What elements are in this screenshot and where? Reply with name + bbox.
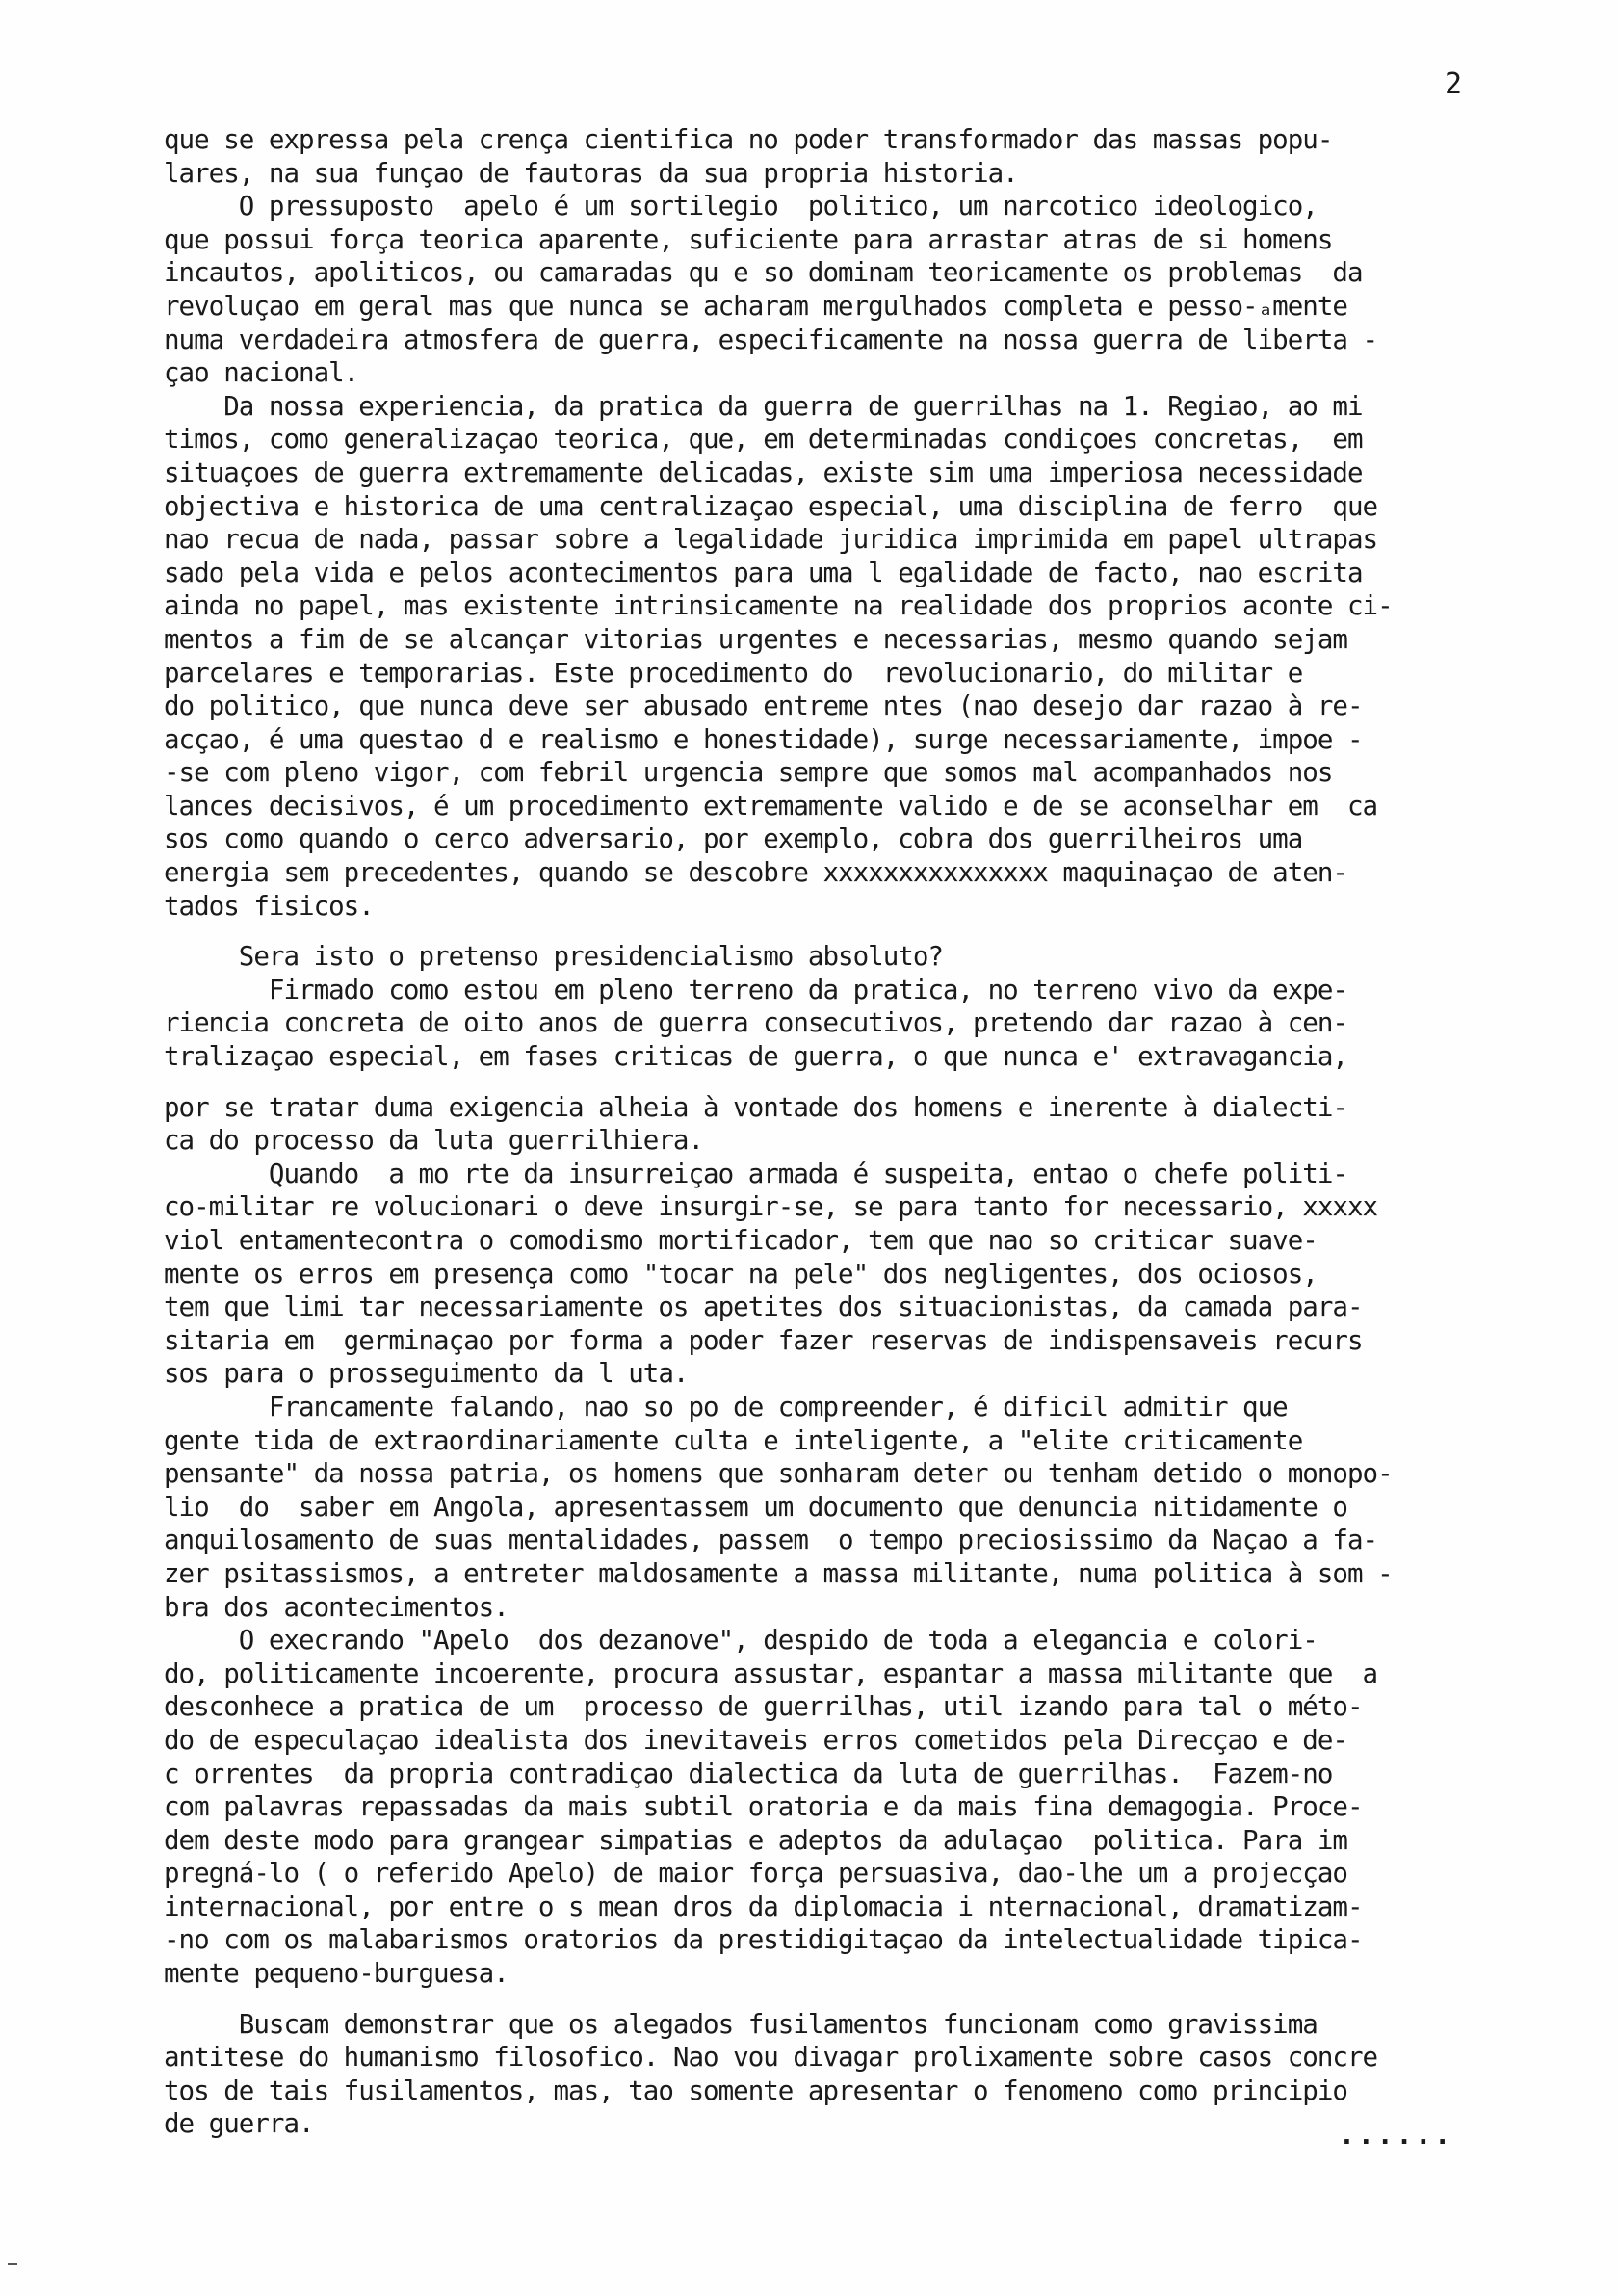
text-line: riencia concreta de oito anos de guerra consecutivos, pretendo dar razao à cen- — [164, 1007, 1347, 1039]
text-line: Da nossa experiencia, da pratica da guerra de guerrilhas na 1. Regiao, ao mi — [164, 390, 1363, 422]
text-line: nao recua de nada, passar sobre a legalidade juridica imprimida em papel ultrapas — [164, 524, 1378, 556]
text-line: por se tratar duma exigencia alheia à vontade dos homens e inerente à dialecti- — [164, 1091, 1347, 1123]
text-line: Firmado como estou em pleno terreno da pratica, no terreno vivo da expe- — [164, 974, 1347, 1005]
text-line: do, politicamente incoerente, procura assustar, espantar a massa militante que a — [164, 1657, 1378, 1689]
text-line: tralizaçao especial, em fases criticas de guerra, o que nunca e' extravagancia, — [164, 1041, 1347, 1073]
text-line: de guerra. — [164, 2108, 314, 2140]
text-line: lances decisivos, é um procedimento extremamente valido e de se aconselhar em ca — [164, 790, 1378, 822]
text-line: c orrentes da propria contradiçao dialectica da luta de guerrilhas. Fazem-no — [164, 1758, 1333, 1789]
text-line: ainda no papel, mas existente intrinsicamente na realidade dos proprios aconte ci- — [164, 590, 1393, 622]
text-line: zer psitassismos, a entreter maldosamente a massa militante, numa politica à som - — [164, 1557, 1393, 1589]
text-line: sado pela vida e pelos acontecimentos para uma l egalidade de facto, nao escrita — [164, 557, 1363, 588]
scan-edge-mark — [8, 2263, 17, 2265]
text-line: pregná-lo ( o referido Apelo) de maior força persuasiva, dao-lhe um a projecçao — [164, 1858, 1347, 1890]
text-line: -no com os malabarismos oratorios da prestidigitaçao da intelectualidade tipica- — [164, 1924, 1363, 1956]
text-line: viol entamentecontra o comodismo mortificador, tem que nao so criticar suave- — [164, 1225, 1318, 1256]
text-line: Quando a mo rte da insurreiçao armada é suspeita, entao o chefe politi- — [164, 1158, 1347, 1189]
text-line: sitaria em germinaçao por forma a poder fazer reservas de indispensaveis recurs — [164, 1324, 1363, 1356]
text-line: do politico, que nunca deve ser abusado entreme ntes (nao desejo dar razao à re- — [164, 691, 1363, 722]
text-line: pensante" da nossa patria, os homens que sonharam deter ou tenham detido o monopo- — [164, 1458, 1393, 1490]
text-line: anquilosamento de suas mentalidades, passem o tempo preciosissimo da Naçao a fa- — [164, 1525, 1378, 1556]
text-line: bra dos acontecimentos. — [164, 1591, 509, 1623]
text-line: çao nacional. — [164, 357, 359, 389]
text-line: energia sem precedentes, quando se descobre xxxxxxxxxxxxxxx maquinaçao de aten- — [164, 857, 1347, 889]
text-line: antitese do humanismo filosofico. Nao vou divagar prolixamente sobre casos concre — [164, 2042, 1378, 2074]
text-line: internacional, por entre o s mean dros da diplomacia i nternacional, dramatizam- — [164, 1891, 1363, 1922]
text-line: com palavras repassadas da mais subtil oratoria e da mais fina demagogia. Proce- — [164, 1791, 1363, 1823]
text-line: tos de tais fusilamentos, mas, tao somente apresentar o fenomeno como principio — [164, 2074, 1347, 2106]
text-line: Francamente falando, nao so po de compreender, é dificil admitir que — [164, 1391, 1288, 1422]
page-number: 2 — [1445, 67, 1464, 101]
text-line: objectiva e historica de uma centralizaçao especial, uma disciplina de ferro que — [164, 490, 1378, 522]
text-line: O execrando "Apelo dos dezanove", despido de toda a elegancia e colori- — [164, 1625, 1318, 1657]
text-line: mentos a fim de se alcançar vitorias urgentes e necessarias, mesmo quando sejam — [164, 623, 1347, 655]
text-line: acçao, é uma questao d e realismo e honestidade), surge necessariamente, impoe - — [164, 723, 1363, 755]
text-line: Sera isto o pretenso presidencialismo absoluto? — [164, 941, 943, 973]
text-line: O pressuposto apelo é um sortilegio politico, um narcotico ideologico, — [164, 191, 1318, 222]
closing-ellipsis: ...... — [1339, 2119, 1454, 2151]
text-line: situaçoes de guerra extremamente delicadas, existe sim uma imperiosa necessidade — [164, 457, 1363, 488]
text-line: dem deste modo para grangear simpatias e adeptos da adulaçao politica. Para im — [164, 1824, 1347, 1856]
text-line: que possui força teorica aparente, suficiente para arrastar atras de si homens — [164, 223, 1333, 255]
text-line: tados fisicos. — [164, 890, 374, 922]
text-line: do de especulaçao idealista dos inevitaveis erros cometidos pela Direcçao e de- — [164, 1724, 1347, 1756]
typewritten-body — [164, 123, 1551, 2141]
text-line: lares, na sua funçao de fautoras da sua propria historia. — [164, 157, 1018, 189]
text-line: mente os erros em presença como "tocar na pele" dos negligentes, dos ociosos, — [164, 1258, 1318, 1290]
text-line: revoluçao em geral mas que nunca se acharam mergulhados completa e pesso-ₐmente — [164, 290, 1347, 322]
text-line: ca do processo da luta guerrilhiera. — [164, 1125, 704, 1157]
text-line: que se expressa pela crença cientifica no poder transformador das massas popu- — [164, 124, 1333, 155]
text-line: sos para o prosseguimento da l uta. — [164, 1358, 689, 1390]
text-line: parcelares e temporarias. Este procedimento do revolucionario, do militar e — [164, 657, 1303, 689]
text-line: -se com pleno vigor, com febril urgencia sempre que somos mal acompanhados nos — [164, 757, 1333, 789]
text-line: tem que limi tar necessariamente os apetites dos situacionistas, da camada para- — [164, 1292, 1363, 1323]
text-line: gente tida de extraordinariamente culta e inteligente, a "elite criticamente — [164, 1424, 1303, 1456]
text-line: sos como quando o cerco adversario, por exemplo, cobra dos guerrilheiros uma — [164, 823, 1303, 855]
text-line: incautos, apoliticos, ou camaradas qu e so dominam teoricamente os problemas da — [164, 257, 1363, 289]
paragraph-gap — [164, 1991, 1551, 2008]
text-line: mente pequeno-burguesa. — [164, 1958, 509, 1990]
text-line: timos, como generalizaçao teorica, que, em determinadas condiçoes concretas, em — [164, 424, 1363, 456]
text-line: lio do saber em Angola, apresentassem um documento que denuncia nitidamente o — [164, 1491, 1347, 1523]
text-line: desconhece a pratica de um processo de guerrilhas, util izando para tal o méto- — [164, 1691, 1363, 1723]
text-line: co-militar re volucionari o deve insurgir-se, se para tanto for necessario, xxxxx — [164, 1191, 1378, 1223]
paragraph-gap — [164, 923, 1551, 940]
text-line: numa verdadeira atmosfera de guerra, especificamente na nossa guerra de liberta - — [164, 324, 1378, 355]
text-line: Buscam demonstrar que os alegados fusilamentos funcionam como gravissima — [164, 2008, 1318, 2040]
paragraph-gap — [164, 1074, 1551, 1091]
